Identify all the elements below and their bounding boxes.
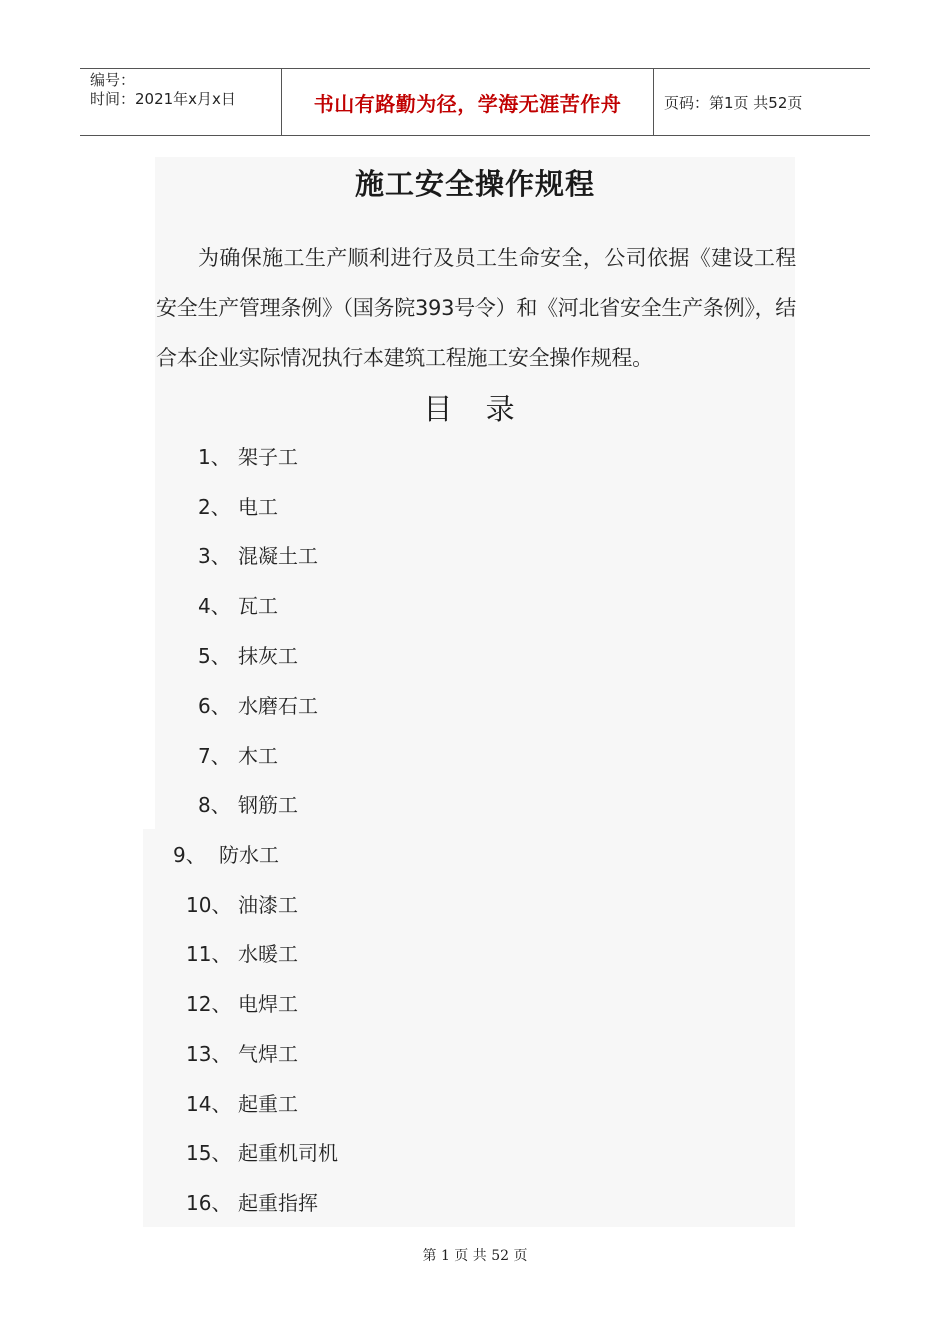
- page-footer: 第 1 页 共 52 页: [422, 1248, 528, 1264]
- toc-item: [186, 1087, 298, 1121]
- toc-item: [173, 838, 279, 872]
- toc-item-number: 5、: [198, 644, 231, 668]
- toc-item-label: 电焊工: [238, 992, 298, 1016]
- toc-item-number: 2、: [198, 495, 231, 519]
- toc-item-number: 4、: [198, 594, 231, 618]
- header-page-info: 页码：第1页 共52页: [664, 93, 803, 112]
- toc-item: [186, 937, 298, 971]
- toc-item-label: 抹灰工: [238, 644, 298, 668]
- toc-item-label: 起重机司机: [238, 1141, 338, 1165]
- document-title: 施工安全操作规程: [354, 167, 595, 201]
- toc-item: [198, 440, 298, 474]
- toc-item-label: 水磨石工: [238, 694, 318, 718]
- toc-item-label: 混凝土工: [238, 544, 318, 568]
- header-page-cell: [654, 69, 870, 135]
- toc-item-number: 8、: [198, 793, 231, 817]
- intro-paragraph: 为确保施工生产顺利进行及员工生命安全，公司依据《建设工程安全生产管理条例》（国务院393号令）和《河北省安全生产条例》，结合本企业实际情况执行本建筑工程施工安全操作规程。: [156, 246, 796, 370]
- toc-item-label: 起重指挥: [238, 1191, 318, 1215]
- toc-item-number: 12、: [186, 992, 232, 1016]
- toc-item-number: 11、: [186, 942, 232, 966]
- toc-item: [198, 589, 278, 623]
- document-number-label: 编号：: [90, 71, 136, 89]
- toc-item-number: 3、: [198, 544, 231, 568]
- toc-item: [186, 1136, 338, 1170]
- toc-item: [198, 689, 318, 723]
- toc-item-number: 16、: [186, 1191, 232, 1215]
- toc-item: [186, 888, 298, 922]
- toc-item-number: 14、: [186, 1092, 232, 1116]
- page-header: [80, 68, 870, 136]
- toc-item-label: 油漆工: [238, 893, 298, 917]
- toc-item-number: 15、: [186, 1141, 232, 1165]
- header-motto: 书山有路勤为径，学海无涯苦作舟: [313, 91, 622, 116]
- header-meta-cell: [80, 69, 281, 135]
- toc-item: [198, 639, 298, 673]
- toc-item: [186, 987, 298, 1021]
- toc-item-number: 6、: [198, 694, 231, 718]
- toc-item-label: 气焊工: [238, 1042, 298, 1066]
- toc-item-number: 13、: [186, 1042, 232, 1066]
- toc-item-label: 木工: [238, 744, 278, 768]
- document-date: 时间：2021年x月x日: [90, 90, 236, 108]
- toc-item: [186, 1037, 298, 1071]
- toc-heading: 目 录: [423, 392, 527, 426]
- toc-item-label: 防水工: [219, 843, 279, 867]
- toc-item-number: 10、: [186, 893, 232, 917]
- toc-item-number: 7、: [198, 744, 231, 768]
- toc-item-label: 架子工: [238, 445, 298, 469]
- toc-item: [198, 739, 278, 773]
- toc-item-label: 瓦工: [238, 594, 278, 618]
- toc-item: [186, 1186, 318, 1220]
- toc-item-number: 1、: [198, 445, 231, 469]
- toc-item: [198, 539, 318, 573]
- toc-item-label: 电工: [238, 495, 278, 519]
- toc-item-label: 起重工: [238, 1092, 298, 1116]
- toc-item: [198, 788, 298, 822]
- toc-item: [198, 490, 278, 524]
- toc-item-label: 钢筋工: [238, 793, 298, 817]
- toc-item-number: 9、: [173, 843, 206, 867]
- header-motto-cell: [281, 69, 654, 135]
- toc-item-label: 水暖工: [238, 942, 298, 966]
